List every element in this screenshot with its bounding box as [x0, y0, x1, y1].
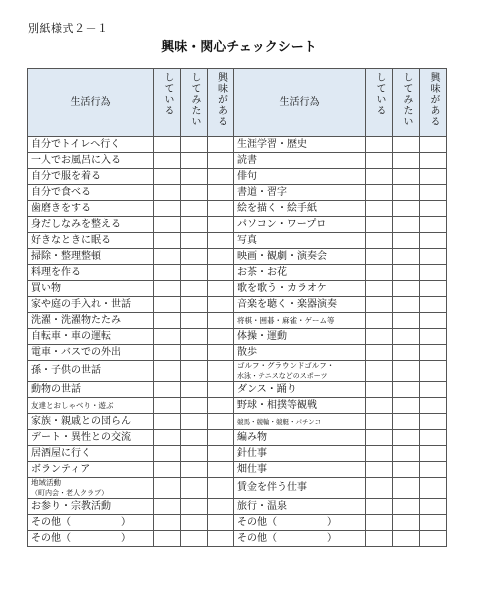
- check-want[interactable]: [181, 265, 208, 281]
- check-doing[interactable]: [366, 446, 393, 462]
- activity-right: 旅行・温泉: [234, 499, 366, 515]
- check-interested[interactable]: [420, 153, 447, 169]
- check-doing[interactable]: [154, 462, 181, 478]
- activity-left: 友達とおしゃべり・遊ぶ: [28, 398, 154, 414]
- check-interested[interactable]: [420, 515, 447, 531]
- activity-right: [234, 361, 366, 382]
- check-interested[interactable]: [208, 137, 234, 153]
- activity-right-line1: ゴルフ・グラウンドゴルフ・: [237, 361, 335, 370]
- check-interested[interactable]: [208, 153, 234, 169]
- activity-left: 掃除・整理整頓: [28, 249, 154, 265]
- activity-right: 歌を歌う・カラオケ: [234, 281, 366, 297]
- check-doing[interactable]: [154, 478, 181, 499]
- activity-left: お参り・宗教活動: [28, 499, 154, 515]
- activity-right: パソコン・ワープロ: [234, 217, 366, 233]
- check-doing[interactable]: [366, 153, 393, 169]
- check-want[interactable]: [181, 137, 208, 153]
- check-doing[interactable]: [154, 217, 181, 233]
- activity-right: 畑仕事: [234, 462, 366, 478]
- check-interested[interactable]: [420, 201, 447, 217]
- table-row: [28, 478, 447, 499]
- activity-right: 読書: [234, 153, 366, 169]
- check-interested[interactable]: [420, 185, 447, 201]
- check-doing[interactable]: [366, 361, 393, 382]
- check-interested[interactable]: [208, 233, 234, 249]
- check-interested[interactable]: [208, 329, 234, 345]
- check-interested[interactable]: [420, 281, 447, 297]
- check-want[interactable]: [181, 329, 208, 345]
- check-interested[interactable]: [420, 531, 447, 547]
- check-interested[interactable]: [208, 531, 234, 547]
- check-interested[interactable]: [208, 430, 234, 446]
- check-interested[interactable]: [208, 297, 234, 313]
- header-row: [28, 69, 447, 137]
- activity-right: 散歩: [234, 345, 366, 361]
- activity-left: 洗濯・洗濯物たたみ: [28, 313, 154, 329]
- activity-right: 書道・習字: [234, 185, 366, 201]
- check-interested[interactable]: [420, 382, 447, 398]
- check-doing[interactable]: [154, 201, 181, 217]
- check-doing[interactable]: [366, 345, 393, 361]
- table-row: [28, 169, 447, 185]
- check-want[interactable]: [393, 361, 420, 382]
- check-want[interactable]: [181, 233, 208, 249]
- check-doing[interactable]: [366, 217, 393, 233]
- activity-right: 賃金を伴う仕事: [234, 478, 366, 499]
- table-row: [28, 249, 447, 265]
- check-doing[interactable]: [154, 281, 181, 297]
- activity-left: 自転車・車の運転: [28, 329, 154, 345]
- check-want[interactable]: [181, 217, 208, 233]
- check-interested[interactable]: [208, 446, 234, 462]
- form-label: 別紙様式２－１: [28, 22, 109, 35]
- check-doing[interactable]: [366, 265, 393, 281]
- check-doing[interactable]: [154, 430, 181, 446]
- check-want[interactable]: [181, 499, 208, 515]
- activity-right: 俳句: [234, 169, 366, 185]
- check-want[interactable]: [393, 345, 420, 361]
- table-row: [28, 382, 447, 398]
- check-want[interactable]: [393, 531, 420, 547]
- activity-right: 音楽を聴く・楽器演奏: [234, 297, 366, 313]
- sheet-title: 興味・関心チェックシート: [161, 40, 317, 55]
- check-want[interactable]: [181, 515, 208, 531]
- header-want-right: [393, 69, 420, 137]
- check-want[interactable]: [181, 382, 208, 398]
- check-want[interactable]: [181, 345, 208, 361]
- table-row: [28, 265, 447, 281]
- check-interested[interactable]: [420, 499, 447, 515]
- activity-left: ボランティア: [28, 462, 154, 478]
- check-interested[interactable]: [420, 137, 447, 153]
- check-interested[interactable]: [208, 185, 234, 201]
- check-doing[interactable]: [154, 361, 181, 382]
- check-doing[interactable]: [154, 297, 181, 313]
- check-want[interactable]: [181, 169, 208, 185]
- check-doing[interactable]: [154, 153, 181, 169]
- check-doing[interactable]: [366, 281, 393, 297]
- activity-right: 競馬・競輪・競艇・パチンコ: [234, 414, 366, 430]
- check-interested[interactable]: [208, 462, 234, 478]
- activity-left: 電車・バスでの外出: [28, 345, 154, 361]
- check-doing[interactable]: [154, 499, 181, 515]
- header-want-left: [181, 69, 208, 137]
- check-want[interactable]: [393, 515, 420, 531]
- check-want[interactable]: [181, 281, 208, 297]
- activity-right: 針仕事: [234, 446, 366, 462]
- check-doing[interactable]: [154, 249, 181, 265]
- table-row: [28, 462, 447, 478]
- check-want[interactable]: [181, 361, 208, 382]
- check-want[interactable]: [181, 297, 208, 313]
- check-interested[interactable]: [420, 462, 447, 478]
- check-interested[interactable]: [208, 478, 234, 499]
- header-interested-label: 興味がある: [428, 72, 439, 127]
- check-want[interactable]: [393, 233, 420, 249]
- activity-left: 自分で服を着る: [28, 169, 154, 185]
- check-want[interactable]: [393, 382, 420, 398]
- check-interested[interactable]: [420, 478, 447, 499]
- activity-right: 体操・運動: [234, 329, 366, 345]
- check-want[interactable]: [393, 137, 420, 153]
- check-want[interactable]: [393, 249, 420, 265]
- check-doing[interactable]: [366, 462, 393, 478]
- table-row: [28, 281, 447, 297]
- check-doing[interactable]: [366, 430, 393, 446]
- check-want[interactable]: [181, 398, 208, 414]
- header-interested-right: [420, 69, 447, 137]
- check-doing[interactable]: [366, 233, 393, 249]
- table-row: [28, 329, 447, 345]
- check-interested[interactable]: [208, 313, 234, 329]
- check-doing[interactable]: [366, 531, 393, 547]
- check-interested[interactable]: [208, 249, 234, 265]
- activity-left: [28, 478, 154, 499]
- table-row: [28, 446, 447, 462]
- header-doing-right: [366, 69, 393, 137]
- check-want[interactable]: [393, 478, 420, 499]
- table-row: [28, 137, 447, 153]
- activity-left: 自分でトイレへ行く: [28, 137, 154, 153]
- check-doing[interactable]: [154, 313, 181, 329]
- header-activity-left: 生活行為: [28, 69, 154, 137]
- check-doing[interactable]: [154, 531, 181, 547]
- activity-right: 編み物: [234, 430, 366, 446]
- check-want[interactable]: [393, 313, 420, 329]
- check-doing[interactable]: [154, 185, 181, 201]
- activity-left: その他（ ）: [28, 515, 154, 531]
- activity-right: 生涯学習・歴史: [234, 137, 366, 153]
- check-want[interactable]: [181, 478, 208, 499]
- check-interested[interactable]: [420, 265, 447, 281]
- check-interested[interactable]: [208, 217, 234, 233]
- activity-left: デート・異性との交流: [28, 430, 154, 446]
- header-doing-label: している: [162, 72, 173, 116]
- check-doing[interactable]: [154, 398, 181, 414]
- check-interested[interactable]: [208, 201, 234, 217]
- activity-right-line2: 水泳・テニスなどのスポーツ: [237, 372, 328, 380]
- header-doing-label: している: [374, 72, 385, 116]
- check-want[interactable]: [393, 265, 420, 281]
- check-doing[interactable]: [366, 297, 393, 313]
- check-want[interactable]: [393, 414, 420, 430]
- check-interested[interactable]: [208, 382, 234, 398]
- check-want[interactable]: [393, 281, 420, 297]
- activity-left: その他（ ）: [28, 531, 154, 547]
- check-interested[interactable]: [420, 297, 447, 313]
- check-want[interactable]: [393, 185, 420, 201]
- check-doing[interactable]: [366, 201, 393, 217]
- check-doing[interactable]: [154, 329, 181, 345]
- check-want[interactable]: [393, 201, 420, 217]
- check-interested[interactable]: [420, 398, 447, 414]
- check-interested[interactable]: [208, 499, 234, 515]
- header-want-label: してみたい: [189, 72, 200, 127]
- check-doing[interactable]: [154, 515, 181, 531]
- check-doing[interactable]: [366, 515, 393, 531]
- activity-left: 好きなときに眠る: [28, 233, 154, 249]
- check-doing[interactable]: [366, 398, 393, 414]
- check-interested[interactable]: [208, 281, 234, 297]
- activity-right: その他（ ）: [234, 515, 366, 531]
- activity-left: 買い物: [28, 281, 154, 297]
- check-interested[interactable]: [420, 430, 447, 446]
- table-row: [28, 430, 447, 446]
- check-want[interactable]: [393, 446, 420, 462]
- table-row: [28, 233, 447, 249]
- check-want[interactable]: [181, 201, 208, 217]
- activity-left-line1: 地域活動: [31, 478, 61, 487]
- check-doing[interactable]: [154, 265, 181, 281]
- activity-right: お茶・お花: [234, 265, 366, 281]
- check-want[interactable]: [181, 430, 208, 446]
- check-want[interactable]: [393, 169, 420, 185]
- check-doing[interactable]: [154, 446, 181, 462]
- activity-right: その他（ ）: [234, 531, 366, 547]
- check-want[interactable]: [181, 446, 208, 462]
- check-want[interactable]: [181, 414, 208, 430]
- check-doing[interactable]: [366, 137, 393, 153]
- check-interested[interactable]: [420, 329, 447, 345]
- check-interested[interactable]: [420, 345, 447, 361]
- check-doing[interactable]: [366, 382, 393, 398]
- activity-right: 映画・観劇・演奏会: [234, 249, 366, 265]
- check-want[interactable]: [393, 217, 420, 233]
- check-want[interactable]: [181, 153, 208, 169]
- activity-left: 料理を作る: [28, 265, 154, 281]
- check-interested[interactable]: [420, 313, 447, 329]
- header-interested-left: [208, 69, 234, 137]
- check-doing[interactable]: [154, 169, 181, 185]
- table-row: [28, 531, 447, 547]
- header-doing-left: [154, 69, 181, 137]
- check-interested[interactable]: [208, 361, 234, 382]
- check-interested[interactable]: [420, 233, 447, 249]
- check-want[interactable]: [181, 249, 208, 265]
- table-row: [28, 499, 447, 515]
- check-want[interactable]: [181, 185, 208, 201]
- activity-right: 絵を描く・絵手紙: [234, 201, 366, 217]
- check-doing[interactable]: [366, 414, 393, 430]
- table-row: [28, 515, 447, 531]
- check-interested[interactable]: [208, 265, 234, 281]
- check-want[interactable]: [393, 297, 420, 313]
- check-doing[interactable]: [366, 329, 393, 345]
- check-want[interactable]: [393, 153, 420, 169]
- table-row: [28, 153, 447, 169]
- check-interested[interactable]: [420, 446, 447, 462]
- check-interested[interactable]: [208, 515, 234, 531]
- check-interested[interactable]: [420, 249, 447, 265]
- activity-right: 将棋・囲碁・麻雀・ゲーム等: [234, 313, 366, 329]
- check-interested[interactable]: [208, 169, 234, 185]
- check-doing[interactable]: [366, 169, 393, 185]
- activity-left: 歯磨きをする: [28, 201, 154, 217]
- check-doing[interactable]: [154, 382, 181, 398]
- check-want[interactable]: [181, 531, 208, 547]
- table-row: [28, 201, 447, 217]
- check-doing[interactable]: [154, 345, 181, 361]
- check-interested[interactable]: [420, 361, 447, 382]
- check-doing[interactable]: [366, 185, 393, 201]
- check-want[interactable]: [393, 462, 420, 478]
- check-interested[interactable]: [420, 217, 447, 233]
- activity-right: 野球・相撲等観戦: [234, 398, 366, 414]
- activity-left: 自分で食べる: [28, 185, 154, 201]
- header-want-label: してみたい: [401, 72, 412, 127]
- table-row: [28, 361, 447, 382]
- check-want[interactable]: [181, 313, 208, 329]
- activity-left: 家や庭の手入れ・世話: [28, 297, 154, 313]
- check-doing[interactable]: [154, 414, 181, 430]
- check-want[interactable]: [393, 430, 420, 446]
- check-want[interactable]: [393, 329, 420, 345]
- activity-right: 写真: [234, 233, 366, 249]
- interest-checklist-table: [27, 68, 447, 547]
- check-interested[interactable]: [208, 398, 234, 414]
- check-doing[interactable]: [154, 233, 181, 249]
- check-doing[interactable]: [366, 499, 393, 515]
- check-want[interactable]: [393, 499, 420, 515]
- check-want[interactable]: [393, 398, 420, 414]
- activity-left: 身だしなみを整える: [28, 217, 154, 233]
- check-interested[interactable]: [208, 414, 234, 430]
- check-interested[interactable]: [420, 414, 447, 430]
- check-interested[interactable]: [420, 169, 447, 185]
- activity-left: 動物の世話: [28, 382, 154, 398]
- check-doing[interactable]: [366, 249, 393, 265]
- header-activity-right: 生活行為: [234, 69, 366, 137]
- table-row: [28, 398, 447, 414]
- activity-right: ダンス・踊り: [234, 382, 366, 398]
- activity-left: 一人でお風呂に入る: [28, 153, 154, 169]
- table-row: [28, 185, 447, 201]
- check-interested[interactable]: [208, 345, 234, 361]
- activity-left: 孫・子供の世話: [28, 361, 154, 382]
- check-doing[interactable]: [366, 478, 393, 499]
- activity-left: 家族・親戚との団らん: [28, 414, 154, 430]
- table-row: [28, 313, 447, 329]
- check-doing[interactable]: [154, 137, 181, 153]
- table-row: [28, 297, 447, 313]
- table-row: [28, 217, 447, 233]
- table-row: [28, 414, 447, 430]
- check-want[interactable]: [181, 462, 208, 478]
- activity-left: 居酒屋に行く: [28, 446, 154, 462]
- check-doing[interactable]: [366, 313, 393, 329]
- table-row: [28, 345, 447, 361]
- activity-left-line2: （町内会・老人クラブ）: [31, 489, 109, 497]
- header-interested-label: 興味がある: [215, 72, 227, 127]
